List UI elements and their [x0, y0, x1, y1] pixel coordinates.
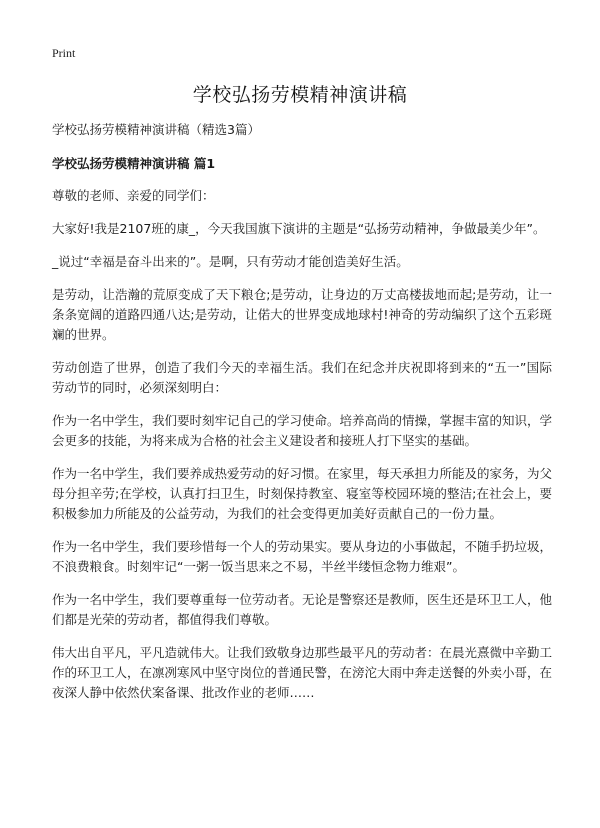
paragraph: 伟大出自平凡，平凡造就伟大。让我们致敬身边那些最平凡的劳动者：在晨光熹微中辛勤工作的环卫工人，在凛冽寒风中坚守岗位的普通民警，在滂沱大雨中奔走送餐的外卖小哥，在夜深人静中依然伏案备课、批改作业的老师…… — [52, 645, 553, 700]
paragraph: 作为一名中学生，我们要时刻牢记自己的学习使命。培养高尚的情操，掌握丰富的知识，学会更多的技能，为将来成为合格的社会主义建设者和接班人打下坚实的基础。 — [52, 413, 553, 448]
document-body — [52, 120, 552, 716]
paragraph: 大家好!我是2107班的康_，今天我国旗下演讲的主题是“弘扬劳动精神，争做最美少年”。 — [52, 221, 546, 236]
paragraph: 劳动创造了世界，创造了我们今天的幸福生活。我们在纪念并庆祝即将到来的“五一”国际劳动节的同时，必须深刻明白： — [52, 360, 552, 395]
paragraph: 作为一名中学生，我们要养成热爱劳动的好习惯。在家里，每天承担力所能及的家务，为父母分担辛劳;在学校，认真打扫卫生，时刻保持教室、寝室等校园环境的整洁;在社会上，要积极参加力所能及的公益劳动，为我们的社会变得更加美好贡献自己的一份力量。 — [52, 466, 553, 521]
document-subtitle: 学校弘扬劳模精神演讲稿（精选3篇） — [52, 122, 260, 137]
paragraph: 是劳动，让浩瀚的荒原变成了天下粮仓;是劳动，让身边的万丈高楼拔地而起;是劳动，让一条条宽阔的道路四通八达;是劳动，让偌大的世界变成地球村!神奇的劳动编织了这个五彩斑斓的世界。 — [52, 287, 552, 342]
paragraph: 作为一名中学生，我们要珍惜每一个人的劳动果实。要从身边的小事做起，不随手扔垃圾，不浪费粮食。时刻牢记“一粥一饭当思来之不易，半丝半缕恒念物力维艰”。 — [52, 539, 553, 574]
paragraph: _说过“幸福是奋斗出来的”。是啊，只有劳动才能创造美好生活。 — [52, 254, 409, 269]
print-label: Print — [52, 46, 76, 60]
section-heading: 学校弘扬劳模精神演讲稿 篇1 — [52, 156, 216, 171]
page-title: 学校弘扬劳模精神演讲稿 — [192, 84, 408, 106]
paragraph: 作为一名中学生，我们要尊重每一位劳动者。无论是警察还是教师，医生还是环卫工人，他们都是光荣的劳动者，都值得我们尊敬。 — [52, 592, 553, 627]
paragraph-greeting: 尊敬的老师、亲爱的同学们： — [52, 188, 215, 203]
